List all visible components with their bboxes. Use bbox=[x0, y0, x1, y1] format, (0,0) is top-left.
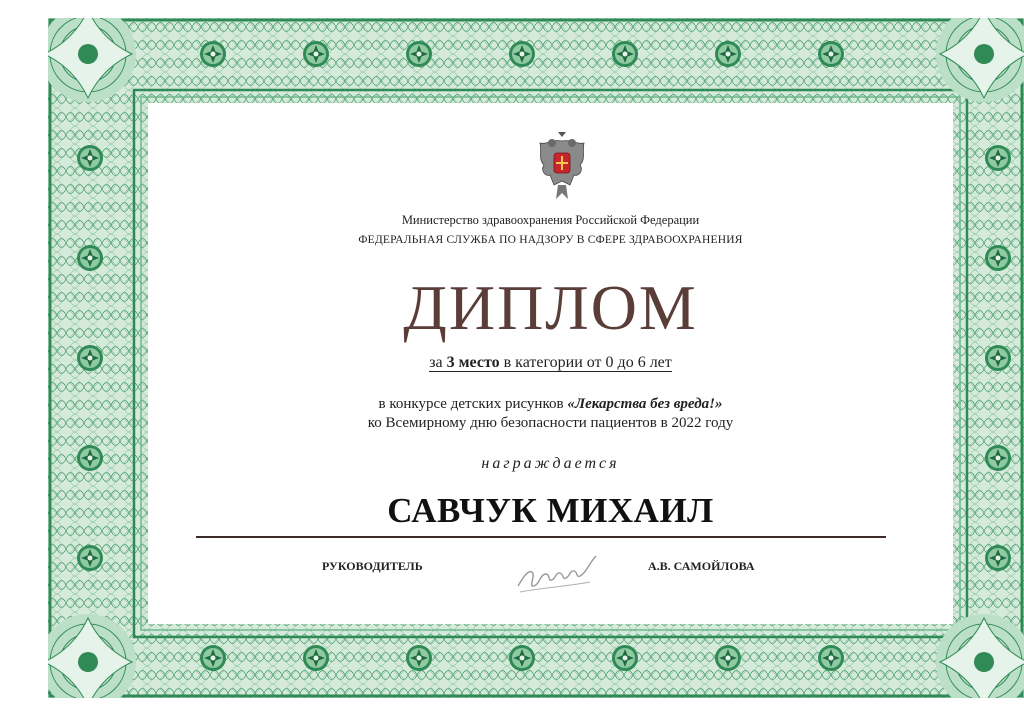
contest-prefix: в конкурсе детских рисунков bbox=[378, 396, 568, 412]
handwritten-signature-icon bbox=[510, 548, 610, 598]
service-name: ФЕДЕРАЛЬНАЯ СЛУЖБА ПО НАДЗОРУ В СФЕРЕ ЗДРАВООХРАНЕНИЯ bbox=[358, 234, 743, 246]
contest-name: «Лекарства без вреда!» bbox=[567, 396, 723, 412]
certificate-body bbox=[148, 103, 953, 624]
awarded-label: награждается bbox=[481, 455, 620, 472]
signatory-role: РУКОВОДИТЕЛЬ bbox=[322, 559, 423, 573]
contest-line-1 bbox=[148, 396, 953, 413]
place-bold: 3 место bbox=[446, 354, 500, 371]
double-headed-eagle-emblem-icon bbox=[534, 131, 590, 203]
place-line bbox=[148, 354, 953, 372]
recipient-name: САВЧУК МИХАИЛ bbox=[387, 491, 714, 530]
place-underline bbox=[429, 354, 672, 372]
divider-rule bbox=[196, 536, 886, 538]
contest-line-2: ко Всемирному дню безопасности пациентов в 2022 году bbox=[367, 415, 734, 431]
place-suffix: в категории от 0 до 6 лет bbox=[499, 354, 672, 371]
diploma-certificate bbox=[48, 18, 1024, 698]
place-prefix: за bbox=[429, 354, 447, 371]
signatory-name: А.В. САМОЙЛОВА bbox=[648, 559, 755, 573]
diploma-title: ДИПЛОМ bbox=[403, 272, 698, 343]
ministry-name: Министерство здравоохранения Российской Федерации bbox=[401, 213, 700, 227]
